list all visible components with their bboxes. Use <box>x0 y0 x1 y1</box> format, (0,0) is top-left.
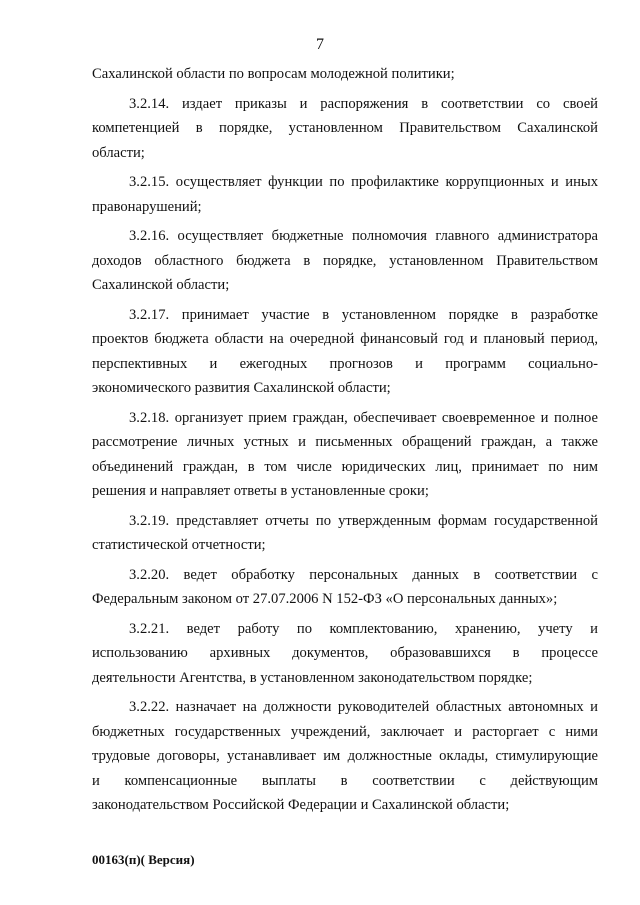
paragraph-3-2-18 <box>92 406 598 504</box>
text-line: экономического развития Сахалинской области; <box>92 380 391 396</box>
text-line: бюджетных государственных учреждений, заключает и расторгает с ними <box>92 723 598 740</box>
paragraph-continuation <box>92 62 598 87</box>
paragraph-3-2-15 <box>92 170 598 219</box>
text-line: деятельности Агентства, в установленном законодательством порядке; <box>92 669 533 686</box>
text-line: использованию архивных документов, образовавшихся в процессе <box>92 645 598 661</box>
text-line: правонарушений; <box>92 198 202 215</box>
text-line: и компенсационные выплаты в соответствии с действующим <box>92 772 598 789</box>
text-line: 3.2.16. осуществляет бюджетные полномочия главного администратора <box>129 228 598 244</box>
text-line: проектов бюджета области на очередной финансовый год и плановый период, <box>92 331 598 347</box>
paragraph-3-2-20 <box>92 563 598 612</box>
text-line: объединений граждан, в том числе юридических лиц, принимает по ним <box>92 458 598 475</box>
text-line: 3.2.17. принимает участие в установленном порядке в разработке <box>129 306 598 323</box>
text-line: области; <box>92 144 145 161</box>
page-number: 7 <box>316 36 324 53</box>
text-line: законодательством Российской Федерации и Сахалинской области; <box>92 797 510 813</box>
text-line: компетенцией в порядке, установленном Правительством Сахалинской <box>92 120 598 136</box>
document-footer-code: 00163(п)( Версия) <box>92 852 195 867</box>
text-line: решения и направляет ответы в установленные сроки; <box>92 483 429 499</box>
text-line: 3.2.19. представляет отчеты по утвержденным формам государственной <box>129 512 598 529</box>
text-line: 3.2.18. организует прием граждан, обеспечивает своевременное и полное <box>129 409 598 426</box>
document-body <box>92 62 598 818</box>
paragraph-3-2-17 <box>92 303 598 401</box>
paragraph-3-2-19 <box>92 509 598 558</box>
paragraph-3-2-14 <box>92 92 598 166</box>
text-line: 3.2.14. издает приказы и распоряжения в соответствии со своей <box>129 95 598 112</box>
text-line: Федеральным законом от 27.07.2006 N 152-ФЗ «О персональных данных»; <box>92 591 558 607</box>
text-line: Сахалинской области по вопросам молодежной политики; <box>92 66 455 82</box>
text-line: 3.2.21. ведет работу по комплектованию, хранению, учету и <box>129 620 598 637</box>
text-line: 3.2.20. ведет обработку персональных данных в соответствии с <box>129 566 598 583</box>
text-line: перспективных и ежегодных прогнозов и программ социально- <box>92 355 598 372</box>
text-line: рассмотрение личных устных и письменных обращений граждан, а также <box>92 434 598 450</box>
text-line: Сахалинской области; <box>92 277 230 293</box>
text-line: статистической отчетности; <box>92 537 266 553</box>
paragraph-3-2-16 <box>92 224 598 298</box>
text-line: 3.2.22. назначает на должности руководителей областных автономных и <box>129 699 598 715</box>
text-line: трудовые договоры, устанавливает им должностные оклады, стимулирующие <box>92 748 598 764</box>
paragraph-3-2-21 <box>92 617 598 691</box>
text-line: 3.2.15. осуществляет функции по профилактике коррупционных и иных <box>129 174 598 190</box>
paragraph-3-2-22 <box>92 695 598 818</box>
text-line: доходов областного бюджета в порядке, установленном Правительством <box>92 252 598 269</box>
